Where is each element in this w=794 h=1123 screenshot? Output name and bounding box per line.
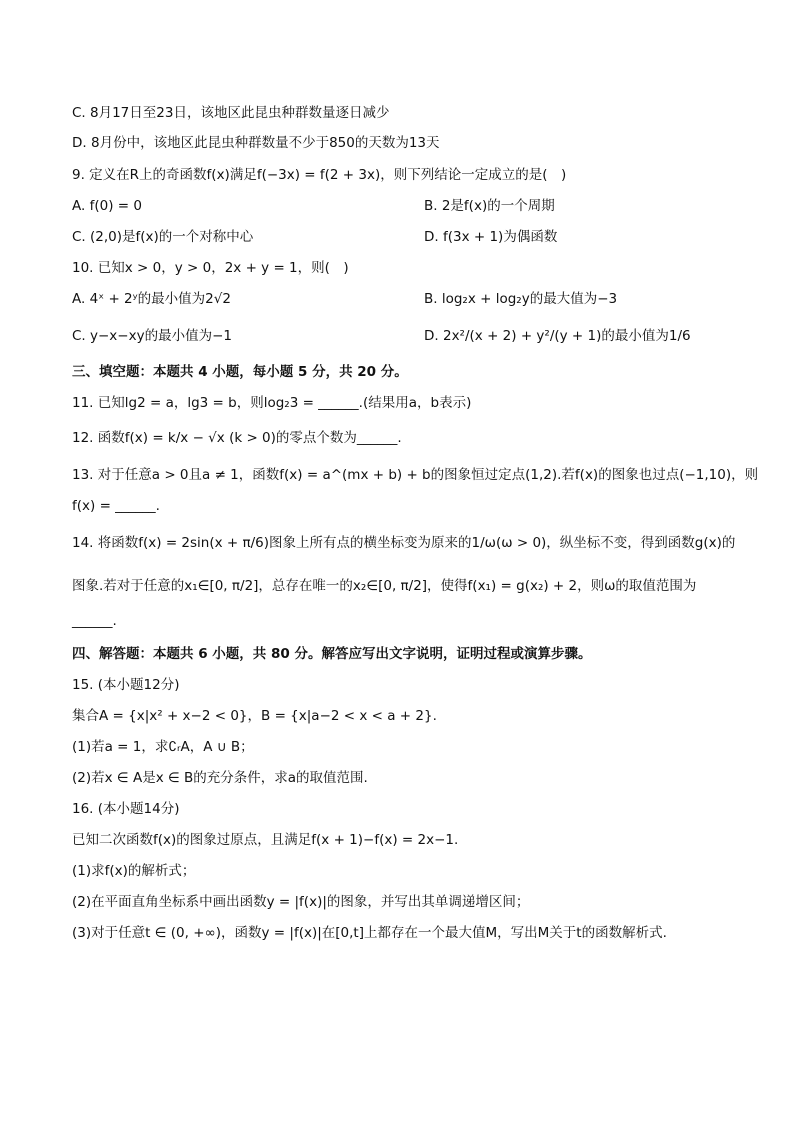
option-9c: C. (2,0)是f(x)的一个对称中心	[72, 229, 254, 245]
question-15-header: 15. (本小题12分)	[72, 677, 180, 693]
question-16-part1: (1)求f(x)的解析式；	[72, 863, 196, 879]
option-10d: D. 2x²/(x + 2) + y²/(y + 1)的最小值为1/6	[424, 328, 691, 344]
question-16-part3: (3)对于任意t ∈ (0, +∞)，函数y = |f(x)|在[0,t]上都存在一个最大值M，写出M关于t的函数解析式.	[72, 925, 667, 941]
question-13-line1: 13. 对于任意a > 0且a ≠ 1，函数f(x) = a^(mx + b) + b的图象恒过定点(1,2).若f(x)的图象也过点(−1,10)，则	[72, 467, 759, 483]
section-fill-in-heading: 三、填空题：本题共 4 小题，每小题 5 分，共 20 分。	[72, 364, 408, 380]
question-15-part1: (1)若a = 1，求∁ᵣA，A ∪ B；	[72, 739, 254, 755]
question-16-stem: 已知二次函数f(x)的图象过原点，且满足f(x + 1)−f(x) = 2x−1.	[72, 832, 459, 848]
question-10: 10. 已知x > 0，y > 0，2x + y = 1，则( )	[72, 260, 349, 276]
question-16-part2: (2)在平面直角坐标系中画出函数y = |f(x)|的图象，并写出其单调递增区间；	[72, 894, 530, 910]
option-8d: D. 8月份中，该地区此昆虫种群数量不少于850的天数为13天	[72, 135, 440, 151]
option-9a: A. f(0) = 0	[72, 198, 142, 214]
option-9d: D. f(3x + 1)为偶函数	[424, 229, 558, 245]
question-9: 9. 定义在R上的奇函数f(x)满足f(−3x) = f(2 + 3x)，则下列结论一定成立的是( )	[72, 167, 567, 183]
question-14-line2: 图象.若对于任意的x₁∈[0, π/2]，总存在唯一的x₂∈[0, π/2]，使得f(x₁) = g(x₂) + 2，则ω的取值范围为	[72, 578, 697, 594]
question-14-line3: ______.	[72, 613, 117, 629]
q10-options-row2	[72, 326, 734, 346]
option-9b: B. 2是f(x)的一个周期	[424, 198, 555, 214]
option-10b: B. log₂x + log₂y的最大值为−3	[424, 291, 618, 307]
question-16-header: 16. (本小题14分)	[72, 801, 180, 817]
q10-options-row1	[72, 289, 734, 309]
question-13-line2: f(x) = ______.	[72, 498, 160, 514]
option-10c: C. y−x−xy的最小值为−1	[72, 328, 232, 344]
question-15-part2: (2)若x ∈ A是x ∈ B的充分条件，求a的取值范围.	[72, 770, 368, 786]
question-15-stem: 集合A = {x|x² + x−2 < 0}，B = {x|a−2 < x < a + 2}.	[72, 708, 437, 724]
option-8c: C. 8月17日至23日，该地区此昆虫种群数量逐日减少	[72, 105, 390, 121]
q9-options-row1	[72, 196, 734, 216]
question-11: 11. 已知lg2 = a，lg3 = b，则log₂3 = ______.(结果用a，b表示)	[72, 395, 472, 411]
question-14-line1: 14. 将函数f(x) = 2sin(x + π/6)图象上所有点的横坐标变为原来的1/ω(ω > 0)，纵坐标不变，得到函数g(x)的	[72, 535, 736, 551]
option-10a: A. 4ˣ + 2ʸ的最小值为2√2	[72, 291, 231, 307]
section-answer-heading: 四、解答题：本题共 6 小题，共 80 分。解答应写出文字说明，证明过程或演算步骤。	[72, 646, 592, 662]
q9-options-row2	[72, 227, 734, 247]
question-12: 12. 函数f(x) = k/x − √x (k > 0)的零点个数为______.	[72, 430, 402, 446]
